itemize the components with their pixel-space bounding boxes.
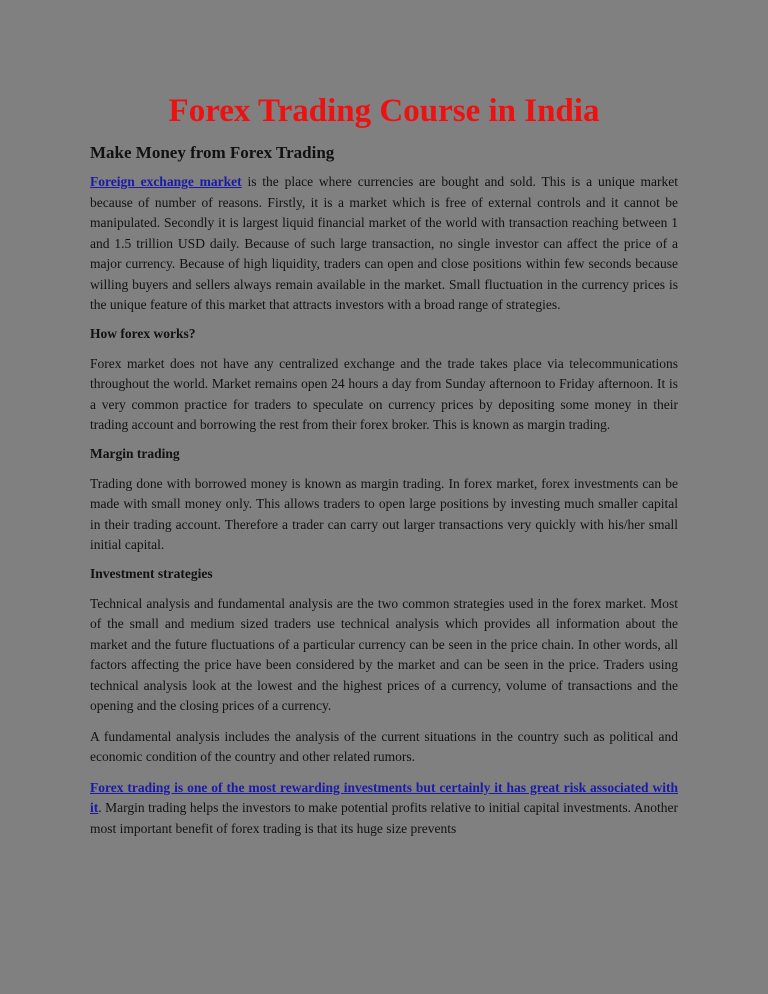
document-title: Forex Trading Course in India [168, 93, 600, 129]
closing-text: . Margin trading helps the investors to make potential profits relative to initial capital investments. Another most important benefit of forex trading is that its huge size prevents [90, 800, 678, 836]
document-subtitle: Make Money from Forex Trading [90, 143, 335, 162]
closing-paragraph [90, 778, 678, 840]
section-body-fundamental-analysis: A fundamental analysis includes the analysis of the current situations in the country such as political and economic condition of the country and other related rumors. [90, 728, 678, 764]
section-heading-how-forex-works: How forex works? [90, 325, 196, 341]
section-body-margin-trading: Trading done with borrowed money is known as margin trading. In forex market, forex investments can be made with small money only. This allows traders to open large positions by investing much smaller capital in their trading account. Therefore a trader can carry out larger transactions very quickly with his/her small initial capital. [90, 475, 678, 552]
intro-text: is the place where currencies are bought and sold. This is a unique market because of number of reasons. Firstly, it is a market which is free of external controls and it cannot be manipulated. Secondly it is largest liquid financial market of the world with transaction reaching between 1 and 1.5 trillion USD daily. Because of such large transaction, no single investor can affect the price of a major currency. Because of high liquidity, traders can open and close positions within few seconds because willing buyers and sellers always remain available in the market. Small fluctuation in the currency prices is the unique feature of this market that attracts investors with a broad range of strategies. [90, 174, 678, 312]
section-heading-investment-strategies: Investment strategies [90, 565, 213, 581]
foreign-exchange-market-link[interactable]: Foreign exchange market [90, 174, 242, 189]
forex-trading-risk-link[interactable]: Forex trading is one of the most rewarding investments but certainly it has great risk associated with it [90, 779, 678, 815]
section-body-how-forex-works: Forex market does not have any centralized exchange and the trade takes place via telecommunications throughout the world. Market remains open 24 hours a day from Sunday afternoon to Friday afternoon. It is a very common practice for traders to speculate on currency prices by depositing some money in their trading account and borrowing the rest from their forex broker. This is known as margin trading. [90, 355, 678, 432]
section-heading-margin-trading: Margin trading [90, 445, 180, 461]
section-body-investment-strategies: Technical analysis and fundamental analysis are the two common strategies used in the forex market. Most of the small and medium sized traders use technical analysis which provides all information about the market and the future fluctuations of a particular currency can be seen in the price chain. In other words, all factors affecting the price have been considered by the market and can be seen in the price. Traders using technical analysis look at the lowest and the highest prices of a currency, volume of transactions and the opening and the closing prices of a currency. [90, 595, 678, 713]
intro-paragraph [90, 172, 678, 316]
